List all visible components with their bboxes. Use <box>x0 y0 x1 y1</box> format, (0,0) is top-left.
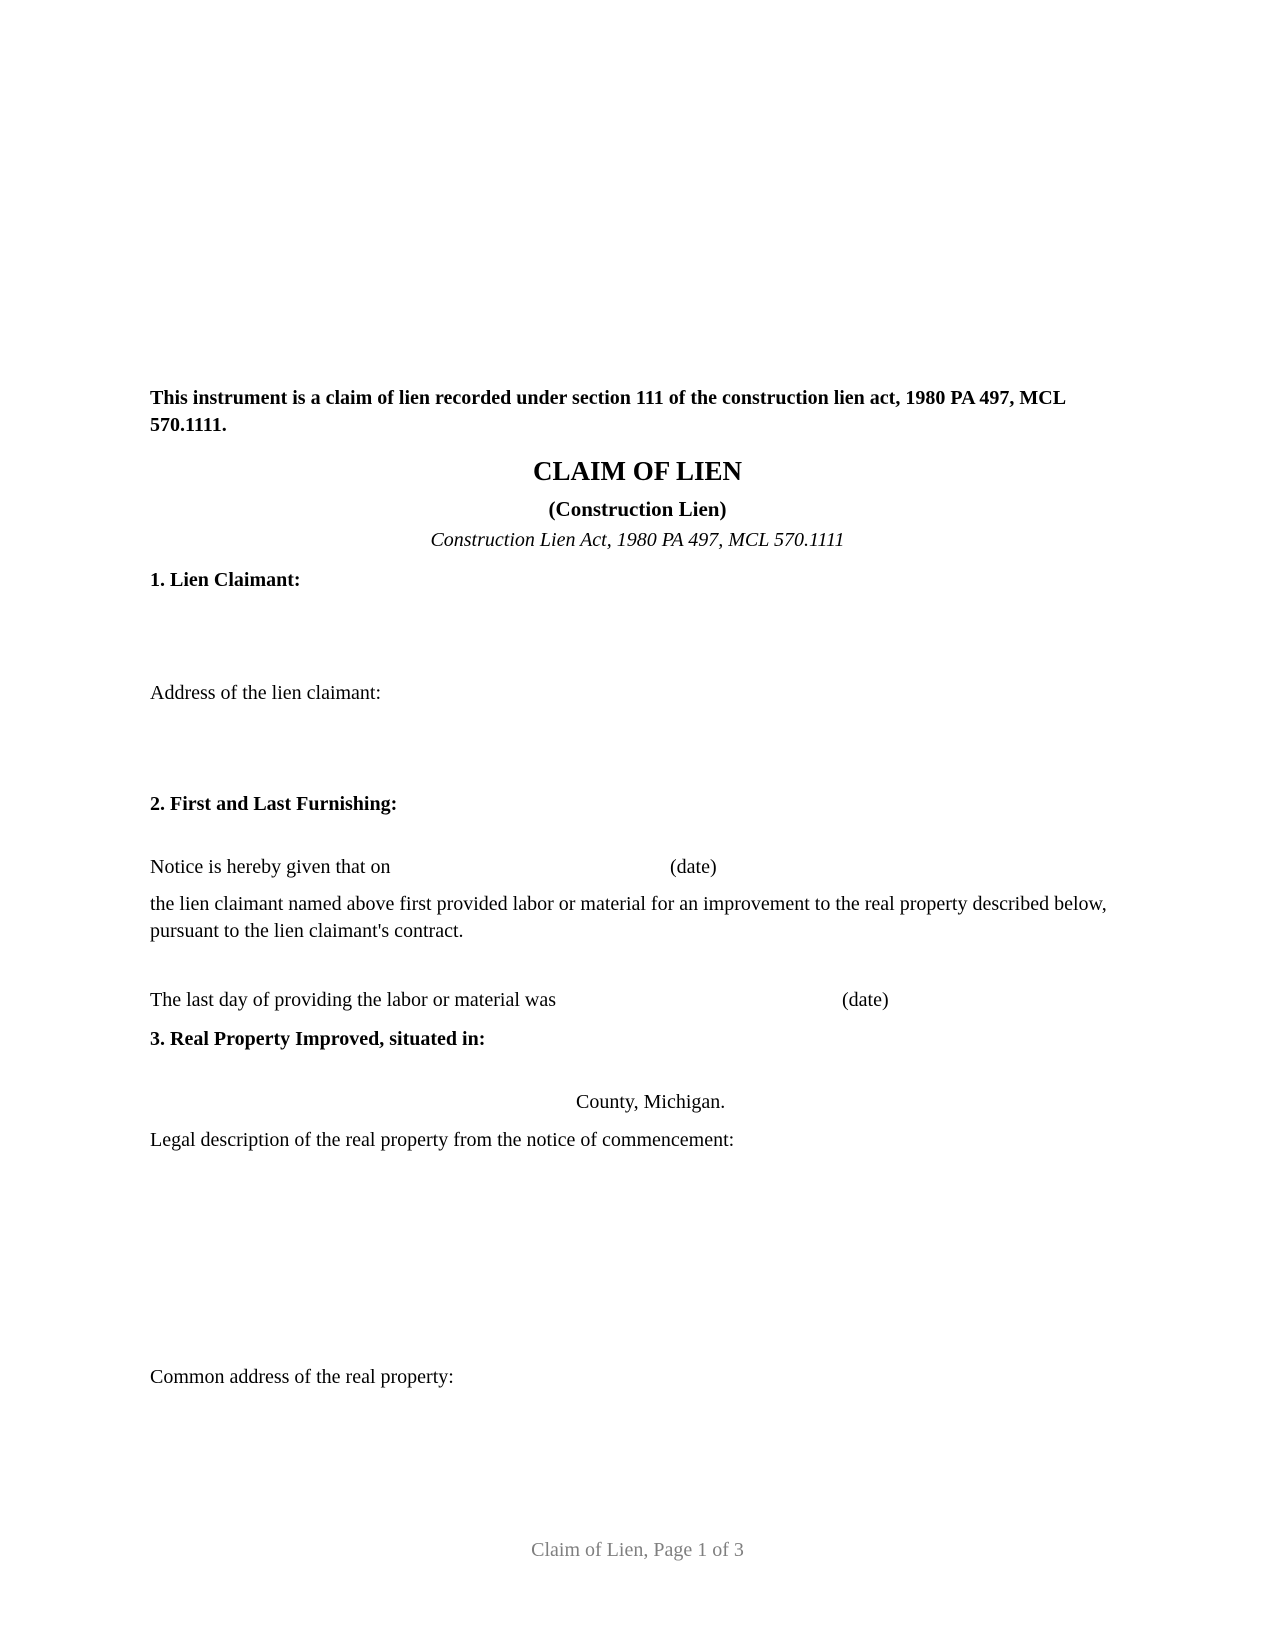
page-footer: Claim of Lien, Page 1 of 3 <box>531 1539 744 1561</box>
claimant-address-label: Address of the lien claimant: <box>150 682 382 704</box>
last-furnishing-date-label: (date) <box>842 989 889 1011</box>
act-reference: Construction Lien Act, 1980 PA 497, MCL 570.1111 <box>430 529 845 551</box>
document-title: CLAIM OF LIEN <box>532 456 742 486</box>
county-label: County, Michigan. <box>576 1091 726 1113</box>
recording-statement: This instrument is a claim of lien recorded under section 111 of the construction lien act, 1980 PA 497, MCL 570.1111. <box>150 387 1065 436</box>
first-furnishing-date-label: (date) <box>670 856 717 878</box>
notice-prefix: Notice is hereby given that on <box>150 856 391 878</box>
section-3-heading: 3. Real Property Improved, situated in: <box>150 1028 486 1050</box>
document-subtitle: (Construction Lien) <box>548 497 727 521</box>
section-2-heading: 2. First and Last Furnishing: <box>150 793 398 815</box>
section-1-heading: 1. Lien Claimant: <box>150 569 301 591</box>
legal-description-label: Legal description of the real property from the notice of commencement: <box>150 1129 735 1151</box>
last-day-prefix: The last day of providing the labor or material was <box>150 989 556 1011</box>
notice-body: the lien claimant named above first provided labor or material for an improvement to the real property described below, pursuant to the lien claimant's contract. <box>150 893 1107 942</box>
common-address-label: Common address of the real property: <box>150 1366 454 1388</box>
